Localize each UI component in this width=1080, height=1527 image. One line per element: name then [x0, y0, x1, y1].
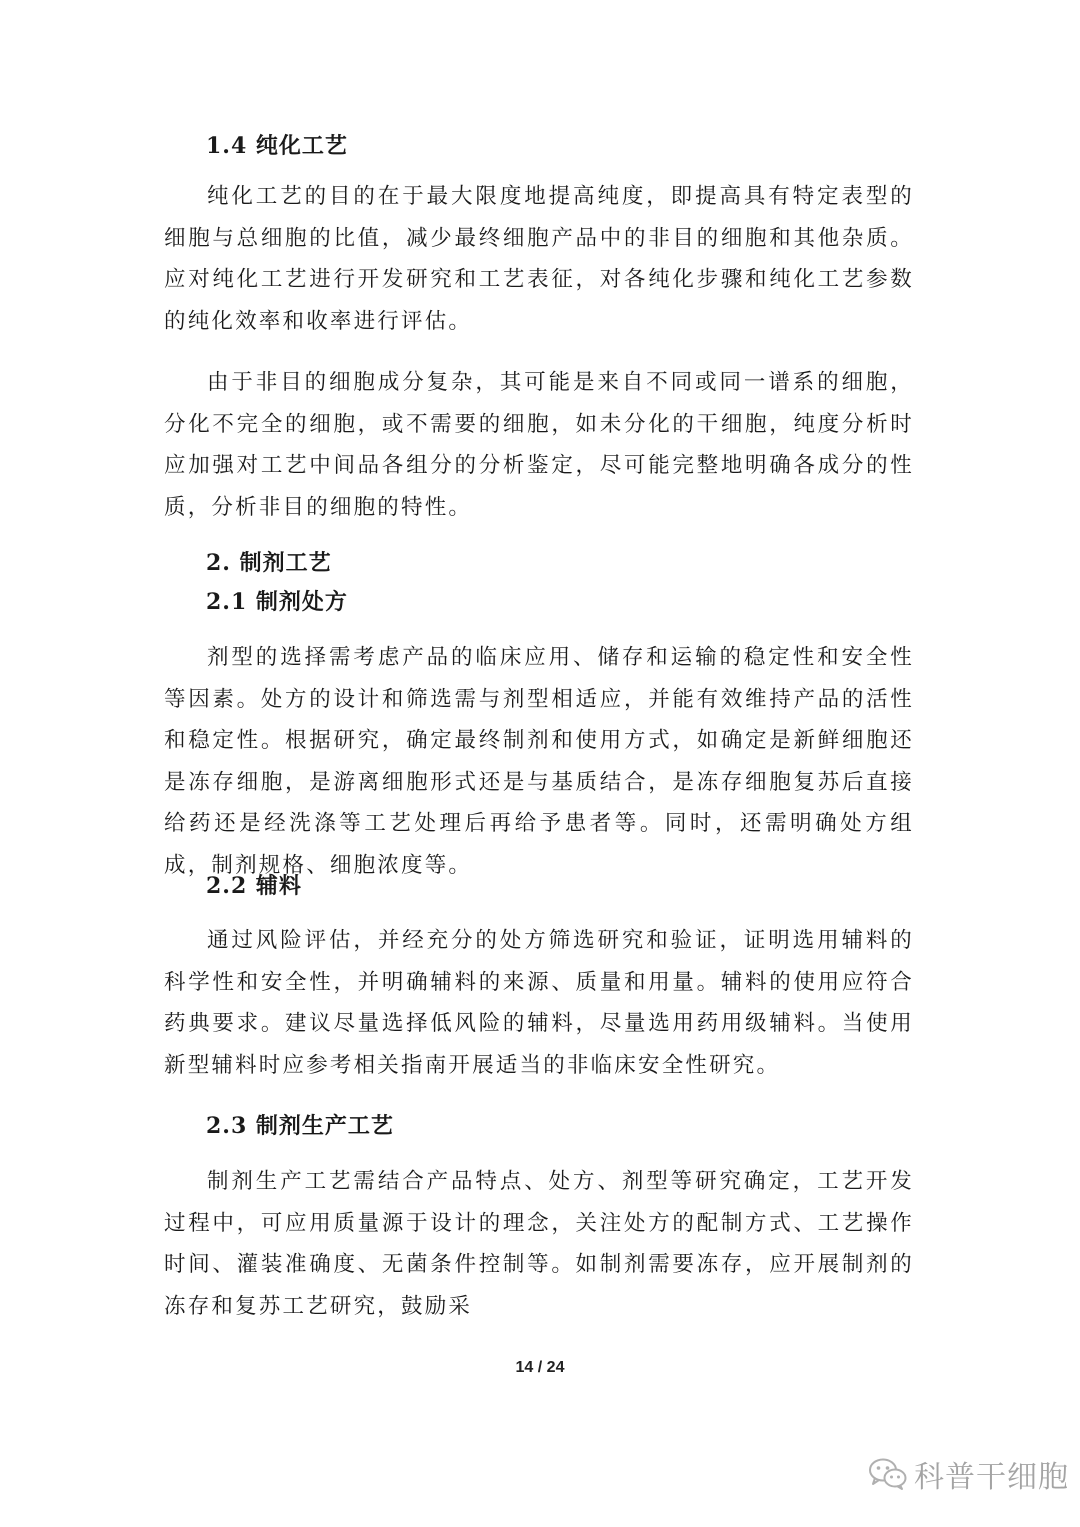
page-number: 14 / 24: [515, 1359, 565, 1376]
watermark: [868, 1452, 1069, 1496]
section-heading-2-2: 2.2 辅料: [206, 873, 302, 899]
paragraph-purification-purpose: 纯化工艺的目的在于最大限度地提高纯度，即提高具有特定表型的细胞与总细胞的比值，减少最终细胞产品中的非目的细胞和其他杂质。应对纯化工艺进行开发研究和工艺表征，对各纯化步骤和纯化工艺参数的纯化效率和收率进行评估。: [164, 184, 914, 334]
paragraph-formulation-prescription: 剂型的选择需考虑产品的临床应用、储存和运输的稳定性和安全性等因素。处方的设计和筛选需与剂型相适应，并能有效维持产品的活性和稳定性。根据研究，确定最终制剂和使用方式，如确定是新鲜细胞还是冻存细胞，是游离细胞形式还是与基质结合，是冻存细胞复苏后直接给药还是经洗涤等工艺处理后再给予患者等。同时，还需明确处方组成，制剂规格、细胞浓度等。: [164, 645, 914, 878]
section-heading-1-4: 1.4 纯化工艺: [206, 133, 348, 159]
paragraph-non-target-cells: 由于非目的细胞成分复杂，其可能是来自不同或同一谱系的细胞，分化不完全的细胞，或不需要的细胞，如未分化的干细胞，纯度分析时应加强对工艺中间品各组分的分析鉴定，尽可能完整地明确各成分的性质，分析非目的细胞的特性。: [164, 370, 914, 520]
paragraph-formulation-process: 制剂生产工艺需结合产品特点、处方、剂型等研究确定，工艺开发过程中，可应用质量源于设计的理念，关注处方的配制方式、工艺操作时间、灌装准确度、无菌条件控制等。如制剂需要冻存，应开展制剂的冻存和复苏工艺研究，鼓励采: [164, 1169, 914, 1319]
section-heading-2-3: 2.3 制剂生产工艺: [206, 1113, 394, 1139]
wechat-logo-icon: [868, 1457, 908, 1491]
watermark-text: 科普干细胞: [914, 1460, 1069, 1495]
section-heading-2-1: 2.1 制剂处方: [206, 589, 348, 615]
paragraph-excipients: 通过风险评估，并经充分的处方筛选研究和验证，证明选用辅料的科学性和安全性，并明确辅料的来源、质量和用量。辅料的使用应符合药典要求。建议尽量选择低风险的辅料，尽量选用药用级辅料。当使用新型辅料时应参考相关指南开展适当的非临床安全性研究。: [164, 928, 914, 1078]
section-heading-2: 2. 制剂工艺: [206, 550, 332, 576]
